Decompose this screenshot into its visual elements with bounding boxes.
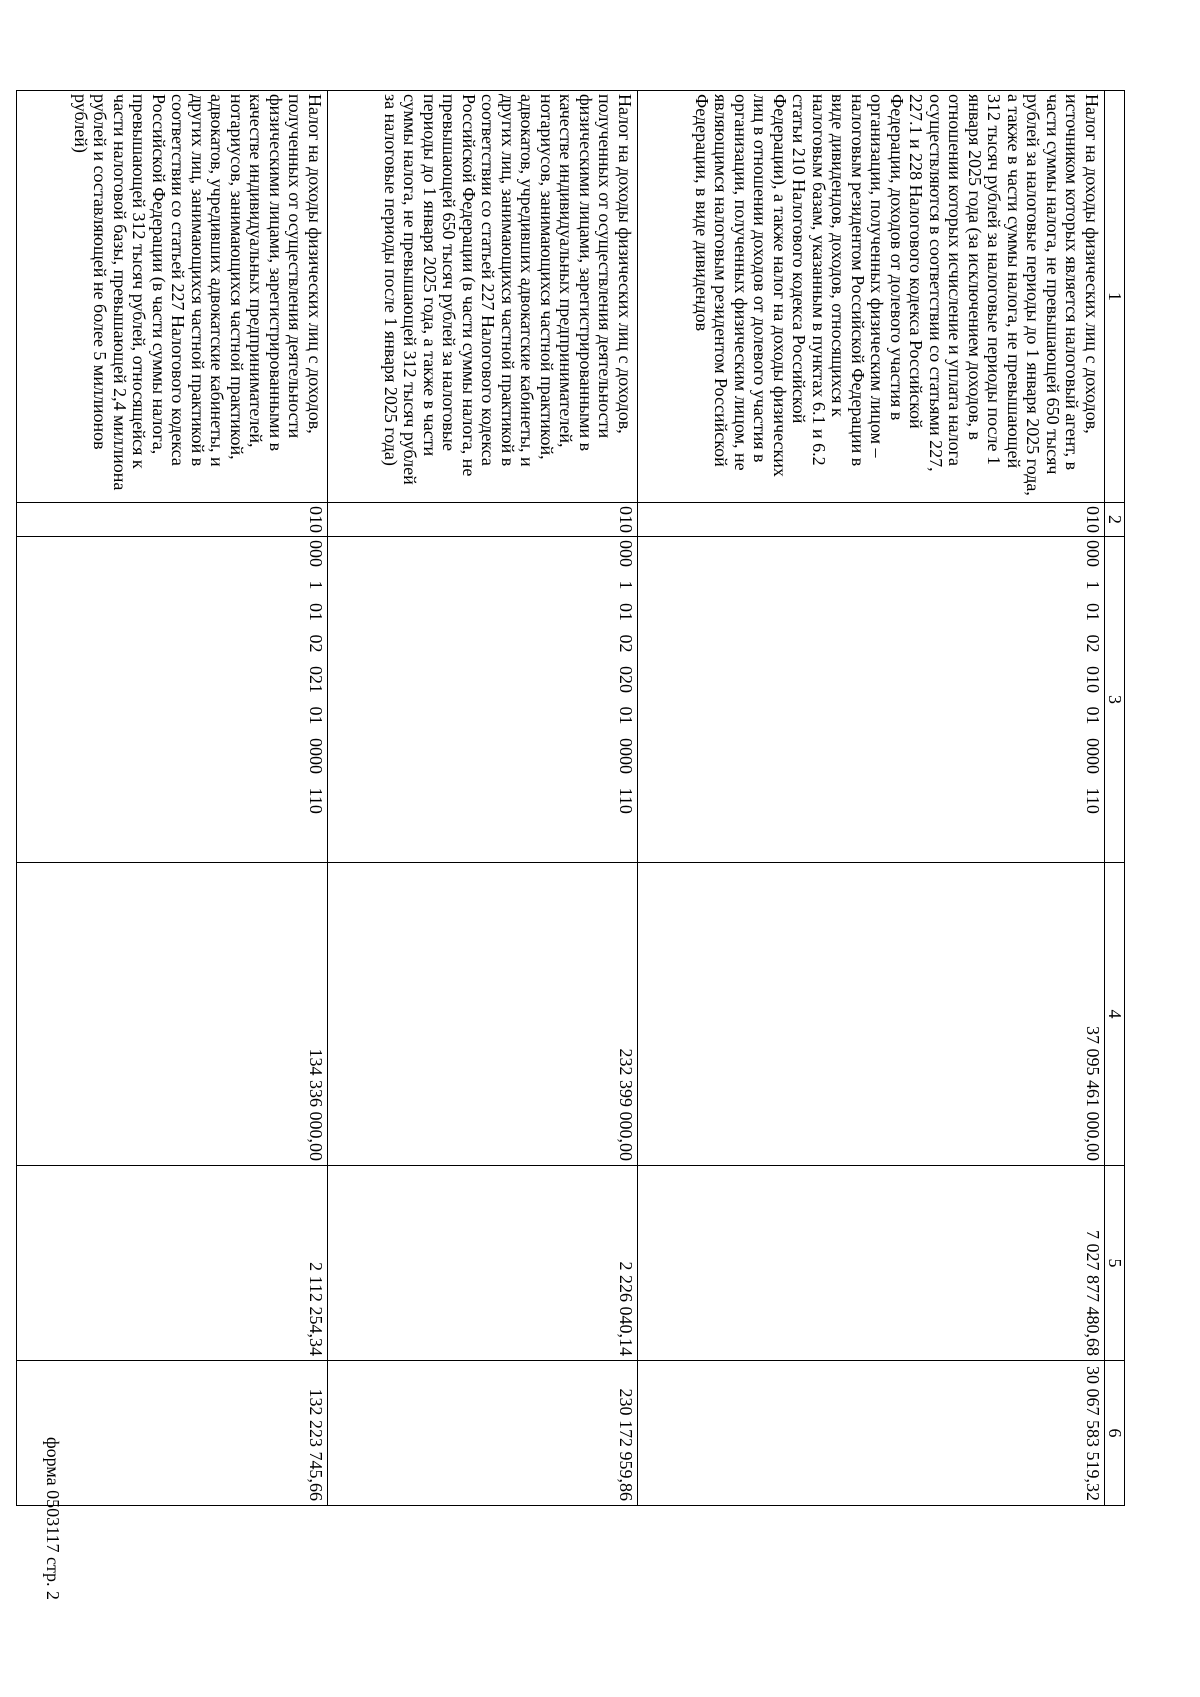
table-row bbox=[328, 91, 638, 1506]
column-header-2: 2 bbox=[1105, 503, 1125, 537]
income-classification-code: 000 1 01 02 020 01 0000 110 bbox=[328, 537, 638, 863]
income-classification-code: 000 1 01 02 010 01 0000 110 bbox=[638, 537, 1105, 863]
column-header-6: 6 bbox=[1105, 1361, 1125, 1506]
executed-amount: 2 112 254,34 bbox=[17, 1166, 328, 1361]
column-header-3: 3 bbox=[1105, 537, 1125, 863]
income-classification-code: 000 1 01 02 021 01 0000 110 bbox=[17, 537, 328, 863]
income-description: Налог на доходы физических лиц с доходов, источником которых является налоговый агент, в части суммы налога, не превышающей 650 тысяч рублей за налоговые периоды до 1 января 2025 года, а также в части суммы налога, не превышающей 312 тысяч рублей за налоговые периоды после 1 января 2025 года (за исключением доходов, в отношении которых исчисление и уплата налога осуществляются в соответствии со статьями 227, 227.1 и 228 Налогового кодекса Российской Федерации, доходов от долевого участия в организации, полученных физическим лицом – налоговым резидентом Российской Федерации в виде дивидендов, доходов, относящихся к налоговым базам, указанным в пунктах 6.1 и 6.2 статьи 210 Налогового кодекса Российской Федерации), а также налог на доходы физических лиц в отношении доходов от долевого участия в организации, полученных физическим лицом, не являющимся налоговым резидентом Российской Федерации, в виде дивидендов bbox=[638, 91, 1105, 503]
unexecuted-amount: 132 223 745,66 bbox=[17, 1361, 328, 1506]
line-code: 010 bbox=[638, 503, 1105, 537]
table-row bbox=[17, 91, 328, 1506]
income-description: Налог на доходы физических лиц с доходов, полученных от осуществления деятельности физическими лицами, зарегистрированными в качестве индивидуальных предпринимателей, нотариусов, занимающихся частной практикой, адвокатов, учредивших адвокатские кабинеты, и других лиц, занимающихся частной практикой в соответствии со статьей 227 Налогового кодекса Российской Федерации (в части суммы налога, не превышающей 650 тысяч рублей за налоговые периоды до 1 января 2025 года, а также в части суммы налога, не превышающей 312 тысяч рублей за налоговые периоды после 1 января 2025 года) bbox=[328, 91, 638, 503]
column-header-5: 5 bbox=[1105, 1166, 1125, 1361]
table-row bbox=[638, 91, 1105, 1506]
executed-amount: 2 226 040,14 bbox=[328, 1166, 638, 1361]
income-table bbox=[16, 90, 1125, 1506]
approved-amount: 232 399 000,00 bbox=[328, 863, 638, 1166]
column-number-row bbox=[1105, 91, 1125, 1506]
line-code: 010 bbox=[328, 503, 638, 537]
line-code: 010 bbox=[17, 503, 328, 537]
approved-amount: 37 095 461 000,00 bbox=[638, 863, 1105, 1166]
executed-amount: 7 027 877 480,68 bbox=[638, 1166, 1105, 1361]
unexecuted-amount: 230 172 959,86 bbox=[328, 1361, 638, 1506]
approved-amount: 134 336 000,00 bbox=[17, 863, 328, 1166]
income-description: Налог на доходы физических лиц с доходов, полученных от осуществления деятельности физическими лицами, зарегистрированными в качестве индивидуальных предпринимателей, нотариусов, занимающихся частной практикой, адвокатов, учредивших адвокатские кабинеты, и других лиц, занимающихся частной практикой в соответствии со статьей 227 Налогового кодекса Российской Федерации (в части суммы налога, превышающей 312 тысяч рублей, относящейся к части налоговой базы, превышающей 2,4 миллиона рублей и составляющей не более 5 миллионов рублей) bbox=[17, 91, 328, 503]
column-header-1: 1 bbox=[1105, 91, 1125, 503]
column-header-4: 4 bbox=[1105, 863, 1125, 1166]
unexecuted-amount: 30 067 583 519,32 bbox=[638, 1361, 1105, 1506]
form-label: форма 0503117 стр. 2 bbox=[43, 1437, 63, 1601]
